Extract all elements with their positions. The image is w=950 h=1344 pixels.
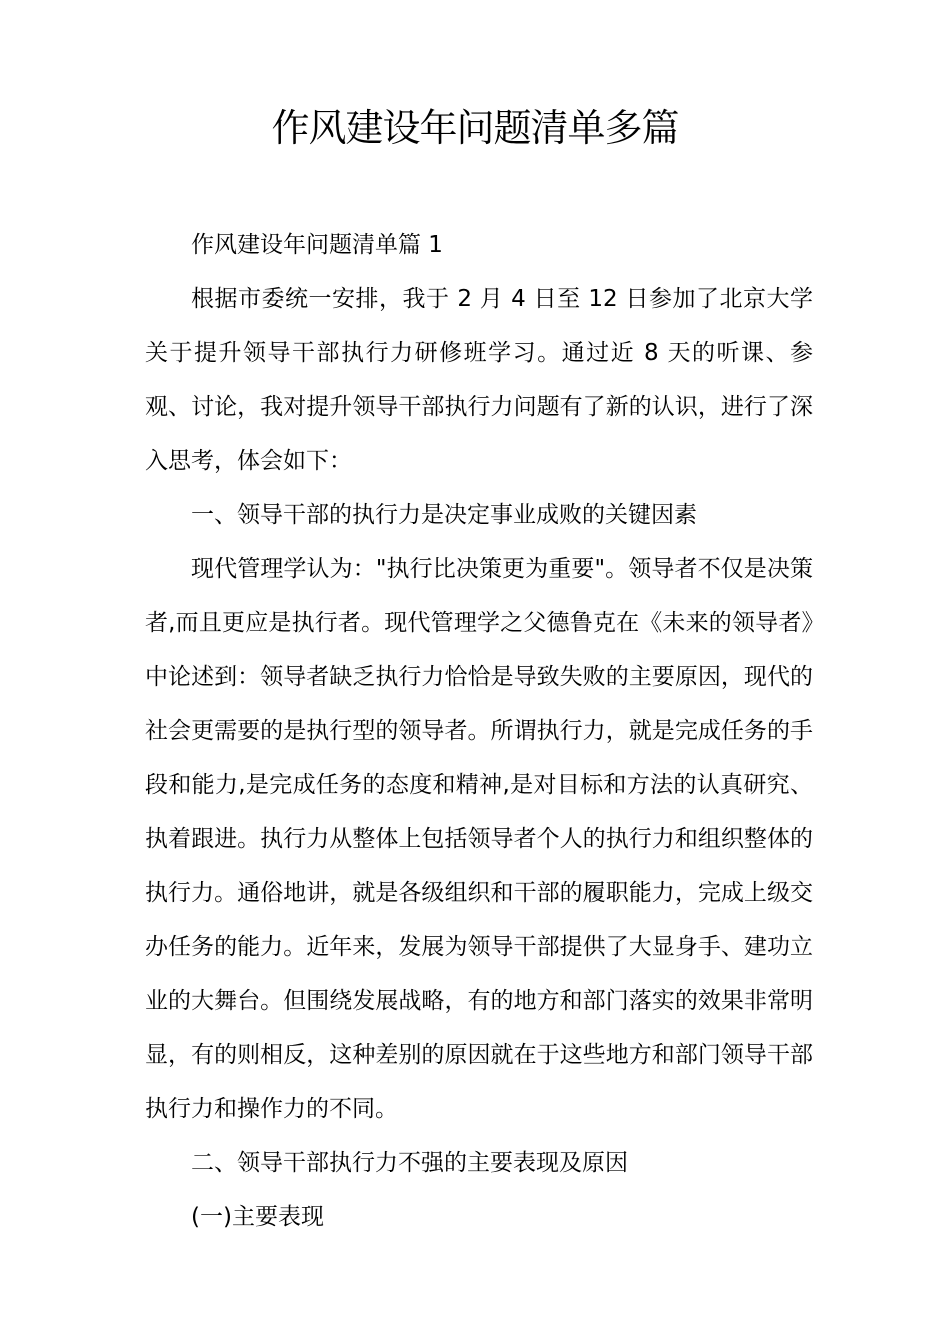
document-title: 作风建设年问题清单多篇 (271, 106, 679, 150)
subsection-heading: (一)主要表现 (191, 1204, 324, 1230)
section-heading: 一、领导干部的执行力是决定事业成败的关键因素 (191, 502, 697, 528)
body-paragraph: 根据市委统一安排，我于 2 月 4 日至 12 日参加了北京大学关于提升领导干部执行力研修班学习。通过近 8 天的听课、参观、讨论，我对提升领导干部执行力问题有了新的认识，进行了深入思考，体会如下： (145, 286, 813, 474)
section-heading: 二、领导干部执行力不强的主要表现及原因 (191, 1150, 628, 1176)
document-body (145, 218, 813, 1244)
body-paragraph: 现代管理学认为："执行比决策更为重要"。领导者不仅是决策者,而且更应是执行者。现代管理学之父德鲁克在《未来的领导者》中论述到：领导者缺乏执行力恰恰是导致失败的主要原因，现代的社会更需要的是执行型的领导者。所谓执行力，就是完成任务的手段和能力,是完成任务的态度和精神,是对目标和方法的认真研究、执着跟进。执行力从整体上包括领导者个人的执行力和组织整体的执行力。通俗地讲，就是各级组织和干部的履职能力，完成上级交办任务的能力。近年来，发展为领导干部提供了大显身手、建功立业的大舞台。但围绕发展战略，有的地方和部门落实的效果非常明显，有的则相反，这种差别的原因就在于这些地方和部门领导干部执行力和操作力的不同。 (145, 556, 813, 1122)
section-heading-part-1: 作风建设年问题清单篇 1 (191, 232, 443, 258)
